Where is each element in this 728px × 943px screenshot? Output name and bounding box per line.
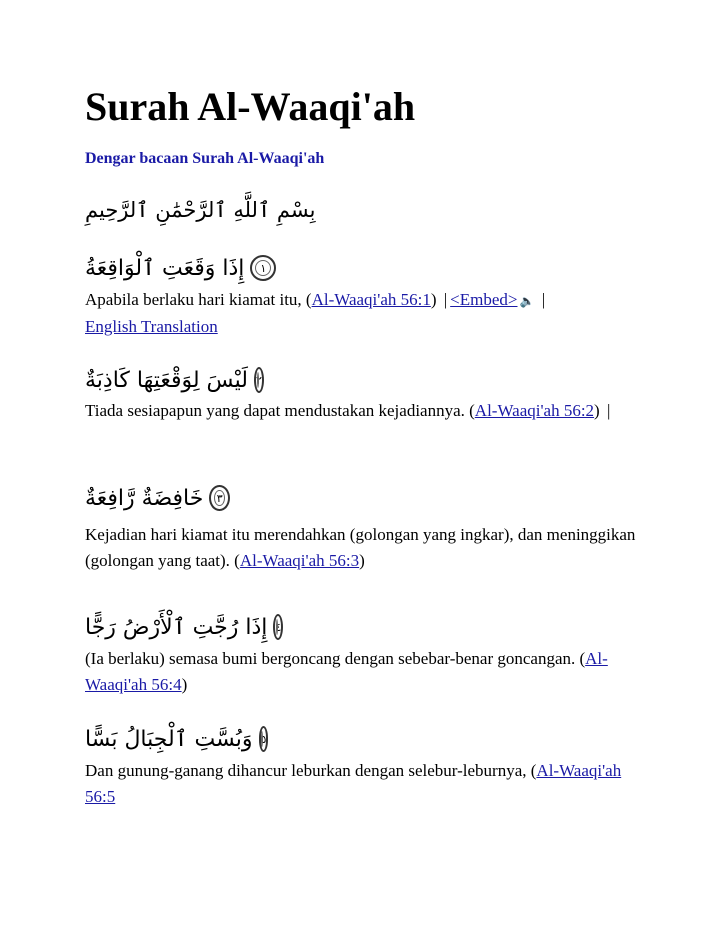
ayah-arabic-1 — [85, 248, 295, 288]
basmala-text: بِسْمِ ٱللَّهِ ٱلرَّحْمَٰنِ ٱلرَّحِيمِ — [85, 198, 316, 222]
ayah-text-4: إِذَا رُجَّتِ ٱلْأَرْضُ رَجًّا — [85, 614, 268, 640]
translation-4 — [85, 646, 645, 698]
translation-5 — [85, 758, 645, 810]
ayah-text-2: لَيْسَ لِوَقْعَتِهَا كَاذِبَةٌ — [85, 367, 248, 393]
ayah-arabic-5 — [85, 719, 267, 759]
close-paren-3: ) — [359, 551, 365, 570]
listen-link[interactable]: Dengar bacaan Surah Al-Waaqi'ah — [85, 150, 325, 167]
ayah-arabic-3 — [85, 478, 230, 518]
ayah-number-2: ٢ — [254, 367, 264, 393]
translation-text-2: Tiada sesiapapun yang dapat mendustakan kejadiannya. ( — [85, 401, 475, 420]
translation-text-4: (Ia berlaku) semasa bumi bergoncang dengan sebebar-benar goncangan. ( — [85, 649, 586, 668]
ayah-text-3: خَافِضَةٌ رَّافِعَةٌ — [85, 485, 204, 511]
page-title: Surah Al-Waaqi'ah — [85, 84, 416, 129]
ayah-number-4: ٤ — [273, 614, 283, 640]
close-paren-2: ) — [594, 401, 600, 420]
embed-link[interactable]: <Embed> — [450, 290, 518, 309]
close-paren-4: ) — [181, 675, 188, 694]
separator-1b: | — [541, 290, 546, 309]
ayah-number-1: ١ — [250, 255, 276, 281]
english-translation-link[interactable]: English Translation — [85, 317, 218, 337]
separator-2: | — [606, 401, 611, 420]
basmala — [85, 190, 315, 230]
close-paren-1: ) — [430, 290, 437, 309]
ayah-text-5: وَبُسَّتِ ٱلْجِبَالُ بَسًّا — [85, 726, 253, 752]
translation-text-3: Kejadian hari kiamat itu merendahkan (golongan yang ingkar), dan meninggikan (golongan yang taat). ( — [85, 525, 636, 570]
speaker-icon[interactable]: 🔈 — [519, 294, 535, 309]
translation-3 — [85, 522, 645, 574]
ref-link-3[interactable]: Al-Waaqi'ah 56:3 — [239, 551, 360, 570]
ayah-text-1: إِذَا وَقَعَتِ ٱلْوَاقِعَةُ — [85, 255, 245, 281]
ref-link-4[interactable]: Al-Waaqi'ah 56:4 — [85, 649, 608, 694]
translation-text-1: Apabila berlaku hari kiamat itu, ( — [85, 290, 312, 309]
translation-text-5: Dan gunung-ganang dihancur leburkan dengan selebur-leburnya, ( — [85, 761, 537, 780]
ayah-arabic-2 — [85, 360, 262, 400]
translation-1 — [85, 287, 645, 340]
separator-1a: | — [443, 290, 448, 309]
ayah-number-3: ٣ — [209, 485, 230, 511]
ayah-arabic-4 — [85, 607, 280, 647]
ref-link-2[interactable]: Al-Waaqi'ah 56:2 — [474, 401, 595, 420]
translation-2 — [85, 398, 645, 424]
ref-link-1[interactable]: Al-Waaqi'ah 56:1 — [311, 290, 431, 309]
ayah-number-5: ٥ — [259, 726, 269, 752]
ref-link-5[interactable]: Al-Waaqi'ah 56:5 — [85, 761, 622, 806]
